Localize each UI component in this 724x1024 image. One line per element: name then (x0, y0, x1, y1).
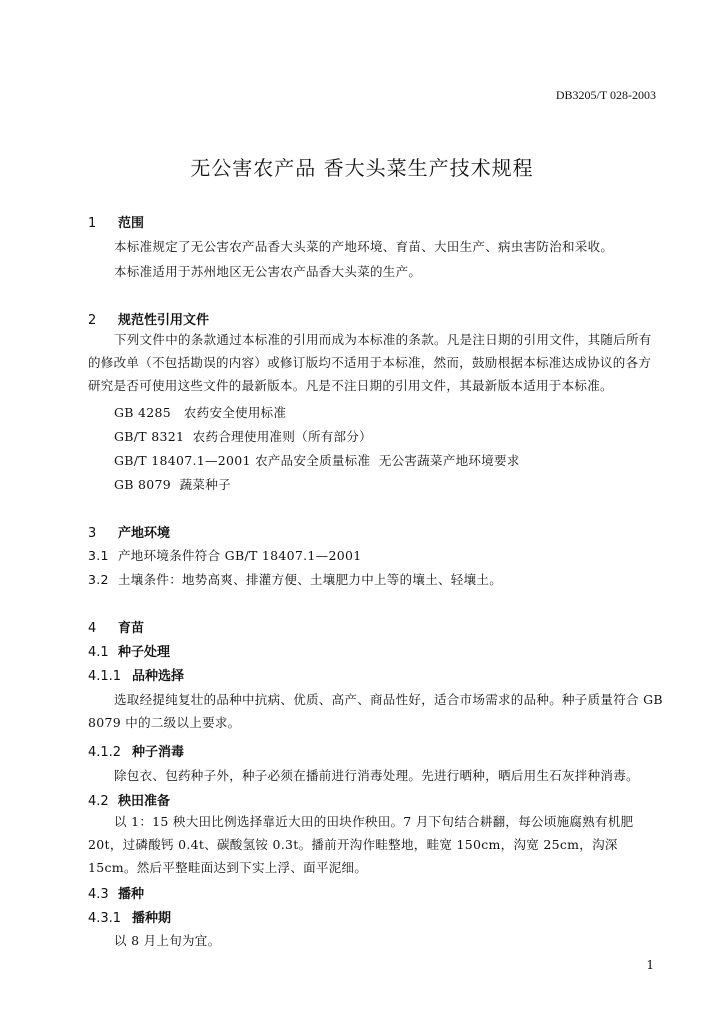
section-4-heading (88, 617, 144, 636)
subsection-text: 土壤条件：地势高爽、排灌方便、土壤肥力中上等的壤土、轻壤土。 (118, 572, 503, 587)
subsection-number: 4.2 (88, 794, 109, 809)
subsection-number: 4.1.1 (88, 669, 122, 684)
section-number: 2 (88, 313, 97, 328)
subsection-title: 种子消毒 (132, 745, 185, 760)
subsection-4-1-heading (88, 641, 170, 660)
section-title: 育苗 (118, 621, 145, 636)
section-number: 4 (88, 621, 97, 636)
subsection-title: 播种期 (132, 911, 172, 926)
subsection-4-2-text: 以 1：15 秧大田比例选择靠近大田的田块作秧田。7 月下旬结合耕翻，每公顷施腐熟有机肥 20t，过磷酸钙 0.4t、碳酸氢铵 0.3t。播前开沟作畦整地，畦宽 150cm，沟宽 25cm，沟深 15cm。然后平整畦面达到下实上浮、面平泥细。 (88, 814, 634, 875)
page-number: 1 (646, 958, 654, 972)
subsection-title: 种子处理 (118, 645, 171, 660)
subsection-4-2-heading (88, 790, 170, 809)
section-1-paragraph-1: 本标准规定了无公害农产品香大头菜的产地环境、育苗、大田生产、病虫害防治和采收。 (114, 239, 614, 254)
subsection-3-2 (88, 570, 502, 588)
section-number: 3 (88, 526, 97, 541)
subsection-4-3-1-heading (88, 907, 171, 926)
section-title: 产地环境 (118, 526, 171, 541)
subsection-number: 4.1.2 (88, 745, 122, 760)
subsection-title: 品种选择 (132, 669, 185, 684)
section-1-heading (88, 212, 144, 231)
subsection-number: 4.1 (88, 645, 109, 660)
reference-item: GB/T 8321 农药合理使用准则（所有部分） (114, 429, 372, 444)
subsection-text: 产地环境条件符合 GB/T 18407.1—2001 (118, 548, 362, 563)
section-title: 范围 (118, 216, 145, 231)
subsection-4-1-2-text: 除包衣、包药种子外，种子必须在播前进行消毒处理。先进行晒种，晒后用生石灰拌种消毒。 (114, 768, 639, 783)
subsection-4-1-2-heading (88, 741, 184, 760)
reference-item: GB 8079 蔬菜种子 (114, 477, 231, 492)
subsection-number: 4.3.1 (88, 911, 122, 926)
subsection-4-3-1-text: 以 8 月上旬为宜。 (114, 933, 221, 948)
section-3-heading (88, 522, 170, 541)
standard-code: DB3205/T 028-2003 (555, 88, 656, 102)
subsection-title: 秧田准备 (118, 794, 171, 809)
subsection-4-1-1-text: 选取经提纯复壮的品种中抗病、优质、高产、商品性好，适合市场需求的品种。种子质量符合 GB 8079 中的二级以上要求。 (88, 692, 663, 730)
subsection-number: 3.1 (88, 548, 109, 563)
subsection-3-1 (88, 546, 361, 564)
document-title: 无公害农产品 香大头菜生产技术规程 (190, 156, 534, 180)
subsection-4-3-heading (88, 883, 144, 902)
subsection-number: 4.3 (88, 887, 109, 902)
subsection-4-1-1-heading (88, 665, 184, 684)
section-1-paragraph-2: 本标准适用于苏州地区无公害农产品香大头菜的生产。 (114, 264, 422, 279)
subsection-number: 3.2 (88, 572, 109, 587)
section-2-paragraph: 下列文件中的条款通过本标准的引用而成为本标准的条款。凡是注日期的引用文件，其随后所有的修改单（不包括勘误的内容）或修订版均不适用于本标准，然而，鼓励根据本标准达成协议的各方研究是否可使用这些文件的最新版本。凡是不注日期的引用文件，其最新版本适用于本标准。 (88, 332, 652, 393)
subsection-title: 播种 (118, 887, 145, 902)
section-number: 1 (88, 216, 97, 231)
section-title: 规范性引用文件 (118, 313, 210, 328)
reference-item: GB 4285 农药安全使用标准 (114, 405, 287, 420)
section-2-heading (88, 309, 209, 328)
reference-item: GB/T 18407.1—2001 农产品安全质量标准 无公害蔬菜产地环境要求 (114, 453, 520, 468)
